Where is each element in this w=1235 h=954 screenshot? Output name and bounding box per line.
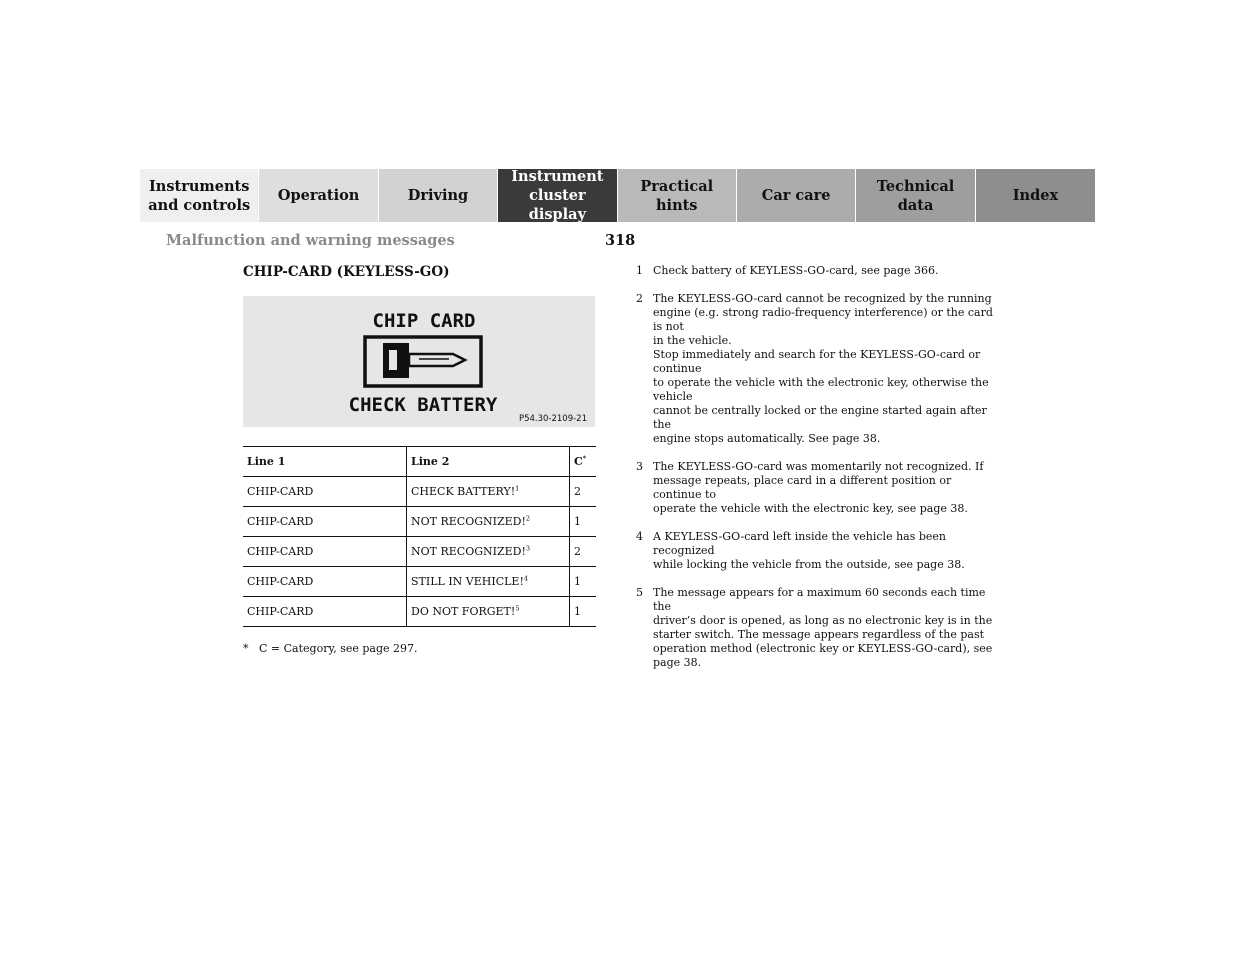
page-number: 318 <box>605 232 636 249</box>
key-icon <box>365 337 481 386</box>
cluster-display-illustration <box>243 296 595 427</box>
cell-line-2: NOT RECOGNIZED!$^2$ <box>407 507 570 537</box>
table-row <box>243 507 596 537</box>
footnote-list <box>636 264 996 684</box>
page-heading: CHIP-CARD (KEYLESS-GO) <box>243 264 450 280</box>
list-item <box>636 264 996 278</box>
cell-line-2: STILL IN VEHICLE!$^4$ <box>407 567 570 597</box>
cell-category: 1 <box>570 507 597 537</box>
note-text: The message appears for a maximum 60 seconds each time the driver’s door is opened, as long as no electronic key is in the starter switch. The message appears regardless of the past operation method (electronic key or KEYLESS-GO-card), see page 38. <box>653 586 993 669</box>
chapter-nav <box>140 169 1095 222</box>
cell-line-1: CHIP-CARD <box>243 537 407 567</box>
note-text: The KEYLESS-GO-card cannot be recognized by the running engine (e.g. strong radio-frequency interference) or the card is not in the vehicle. Stop immediately and search for the KEYLESS-GO-card or continue to operate the vehicle with the electronic key, otherwise the vehicle cannot be centrally locked or the engine started again after the engine stops automatically. See page 38. <box>653 292 993 445</box>
cell-line-1: CHIP-CARD <box>243 477 407 507</box>
note-number: 3 <box>636 460 643 473</box>
cell-category: 1 <box>570 597 597 627</box>
note-number: 4 <box>636 530 643 543</box>
table-row <box>243 597 596 627</box>
tab-index[interactable]: Index <box>976 169 1095 222</box>
header-line-2: Line 2 <box>407 447 570 477</box>
footnote-mark: * <box>243 642 249 655</box>
cell-category: 2 <box>570 537 597 567</box>
tab-technical-data[interactable]: Technical data <box>856 169 975 222</box>
table-header-row <box>243 447 596 477</box>
note-text: A KEYLESS-GO-card left inside the vehicle has been recognized while locking the vehicle from the outside, see page 38. <box>653 530 965 571</box>
cell-line-2: CHECK BATTERY!$^1$ <box>407 477 570 507</box>
cell-line-1: CHIP-CARD <box>243 597 407 627</box>
tab-car-care[interactable]: Car care <box>737 169 856 222</box>
figure-reference-code: P54.30-2109-21 <box>518 414 587 424</box>
header-line-1: Line 1 <box>243 447 407 477</box>
tab-instruments-and-controls[interactable]: Instruments and controls <box>140 169 259 222</box>
tab-practical-hints[interactable]: Practical hints <box>618 169 737 222</box>
header-category: C* <box>570 447 597 477</box>
cell-category: 2 <box>570 477 597 507</box>
list-item <box>636 530 996 572</box>
note-number: 1 <box>636 264 643 277</box>
note-text: The KEYLESS-GO-card was momentarily not recognized. If message repeats, place card in a different position or continue to operate the vehicle with the electronic key, see page 38. <box>653 460 984 515</box>
list-item <box>636 292 996 446</box>
display-line-2: CHECK BATTERY <box>348 394 498 416</box>
cell-category: 1 <box>570 567 597 597</box>
message-table <box>243 446 596 627</box>
cell-line-2: DO NOT FORGET!$^5$ <box>407 597 570 627</box>
table-row <box>243 567 596 597</box>
list-item <box>636 586 996 670</box>
tab-instrument-cluster-display[interactable]: Instrument cluster display <box>498 169 617 222</box>
table-row <box>243 477 596 507</box>
cell-line-1: CHIP-CARD <box>243 507 407 537</box>
tab-operation[interactable]: Operation <box>259 169 378 222</box>
cell-line-2: NOT RECOGNIZED!$^3$ <box>407 537 570 567</box>
list-item <box>636 460 996 516</box>
note-number: 2 <box>636 292 643 305</box>
section-title: Malfunction and warning messages <box>166 232 455 249</box>
note-text: Check battery of KEYLESS-GO-card, see page 366. <box>653 264 939 277</box>
table-row <box>243 537 596 567</box>
cell-line-1: CHIP-CARD <box>243 567 407 597</box>
footnote-text: C = Category, see page 297. <box>259 642 418 655</box>
note-number: 5 <box>636 586 643 599</box>
tab-driving[interactable]: Driving <box>379 169 498 222</box>
table-footnote <box>243 642 418 655</box>
display-line-1: CHIP CARD <box>372 310 476 332</box>
